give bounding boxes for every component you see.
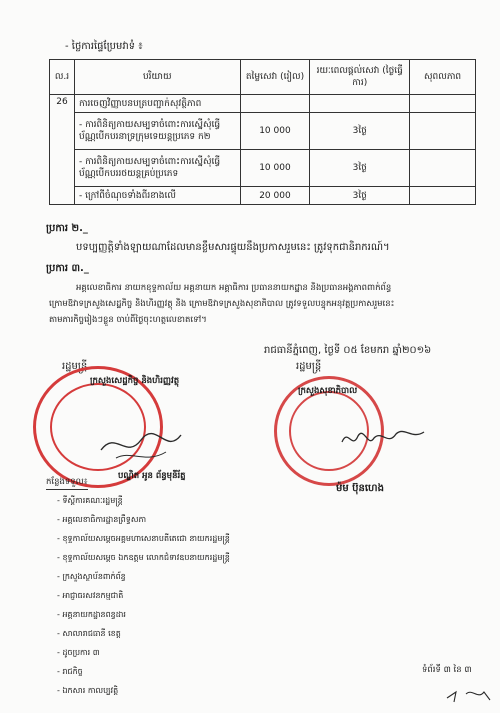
row-price: 10 000: [240, 150, 310, 187]
right-signer-ministry: ក្រសួងសុខាភិបាល: [298, 386, 358, 396]
recipient-item: - ក្រសួងស្ថាប័នពាក់ព័ន្ធ: [57, 572, 126, 581]
right-signer-title: រដ្ឋមន្ត្រី: [296, 361, 322, 372]
recipient-item: - អាជ្ញាធរសវនកម្មជាតិ: [57, 591, 124, 600]
article-3-line-2: ក្រោមឱវាទក្រសួងសេដ្ឋកិច្ច និងហិរញ្ញវត្ថុ និង ក្រោមឱវាទក្រសួងសុខាភិបាល ត្រូវទទួលបន្ទុកអនុវត្តប្រកាសរួមនេះ: [49, 299, 395, 309]
article-3-line-3: តាមភារកិច្ចរៀងៗខ្លួន ចាប់ពីថ្ងៃចុះហត្ថលេខាតទៅ។: [49, 315, 207, 325]
article-2-body: បទប្បញ្ញត្តិទាំងឡាយណាដែលមានខ្លឹមសារផ្ទុយនឹងប្រកាសរួមនេះ ត្រូវទុកជានិរាករណ៍។: [76, 242, 390, 253]
recipient-item: - ខុទ្ទកាល័យសម្តេចអគ្គមហាសេនាបតីតេជោ នាយករដ្ឋមន្ត្រី: [57, 534, 230, 543]
row-description: - ក្រៅពីចំណុចទាំងពីរខាងលើ: [74, 187, 240, 205]
recipient-item: - ទីស្តីការគណៈរដ្ឋមន្ត្រី: [57, 496, 123, 505]
intro-line: - ថ្លៃការផ្ទៃប្រែមវាទំ ៖: [65, 41, 143, 52]
left-signer-ministry: ក្រសួងសេដ្ឋកិច្ច និងហិរញ្ញវត្ថុ: [90, 376, 180, 386]
row-duration: 3ថ្ងៃ: [310, 187, 410, 205]
article-3-line-1: អគ្គលេខាធិការ នាយកខុទ្ទកាល័យ អគ្គនាយក អគ្គាធិការ ប្រធាននាយកដ្ឋាន និងប្រធានអង្គភាពពាក់ព័ន្ធ: [76, 283, 392, 293]
row-duration: 3ថ្ងៃ: [310, 113, 410, 150]
fee-table: [49, 59, 476, 205]
row-validity: [410, 113, 476, 150]
row-price: 20 000: [240, 187, 310, 205]
page-number: ទំព័រទី ៣ នៃ ៣: [422, 665, 472, 675]
table-row: [50, 187, 476, 205]
article-3-heading: ប្រការ ៣._: [46, 263, 89, 274]
header-duration: រយៈពេលផ្ដល់សេវា (ថ្ងៃធ្វើការ): [310, 60, 410, 95]
left-signer-title: រដ្ឋមន្ត្រី: [62, 361, 88, 372]
recipient-item: - អគ្គលេខាធិការដ្ឋានព្រឹទ្ធសភា: [57, 515, 147, 524]
table-header-row: [50, 60, 476, 95]
left-signer-name: បណ្ឌិត អូន ព័ន្ធមុនីរ័ត្ន: [118, 471, 186, 481]
header-validity: សុពលភាព: [410, 60, 476, 95]
row-duration: 3ថ្ងៃ: [310, 150, 410, 187]
empty-cell: [240, 95, 310, 113]
recipient-item: - រាជកិច្ច: [57, 667, 83, 676]
signature-right: [338, 420, 428, 460]
recipient-item: - ខុទ្ទកាល័យសម្តេច ឯកឧត្តម លោកជំទាវឧបនាយករដ្ឋមន្ត្រី: [57, 553, 230, 562]
empty-cell: [410, 95, 476, 113]
row-description: - ការពិនិត្យកាយសម្បទាចំពោះការស្នើសុំធ្វើ ប័ណ្ណបើកបរនាទ្រក្រុមទេយន្តប្រភេទ ក២: [74, 113, 240, 150]
table-row: [50, 113, 476, 150]
header-description: បរិយាយ: [74, 60, 240, 95]
row-validity: [410, 150, 476, 187]
right-signer-name: ម៉ម ប៊ុនហេង: [336, 483, 384, 494]
recipient-item: - ដូចប្រការ ៣: [57, 648, 100, 657]
row-price: 10 000: [240, 113, 310, 150]
header-price: តម្លៃសេវា (រៀល): [240, 60, 310, 95]
row-validity: [410, 187, 476, 205]
recipients-heading: កន្លែងទទួល៖: [46, 476, 88, 490]
article-2-heading: ប្រការ ២._: [46, 223, 88, 234]
signature-left: [96, 420, 186, 470]
group-number: 26: [50, 95, 75, 205]
recipient-item: - ឯកសារ កាលប្បវត្តិ: [57, 686, 119, 695]
empty-cell: [310, 95, 410, 113]
table-row: [50, 95, 476, 113]
recipient-item: - អគ្គនាយកដ្ឋានពន្ធដារ: [57, 610, 126, 619]
recipient-item: - សាលារាជធានី ខេត្ត: [57, 629, 121, 638]
header-no: ល.រ: [50, 60, 75, 95]
group-title: ការចេញវិញ្ញាបនបត្របញ្ជាក់សុវត្ថិភាព: [74, 95, 240, 113]
initials-mark: [444, 686, 494, 706]
table-row: [50, 150, 476, 187]
row-description: - ការពិនិត្យកាយសម្បទាចំពោះការស្នើសុំធ្វើ ប័ណ្ណបើកបររថយន្តគ្រប់ប្រភេទ: [74, 150, 240, 187]
date-line: រាជធានីភ្នំពេញ, ថ្ងៃទី ០៥ ខែមករា ឆ្នាំ២០១៦: [264, 345, 432, 356]
